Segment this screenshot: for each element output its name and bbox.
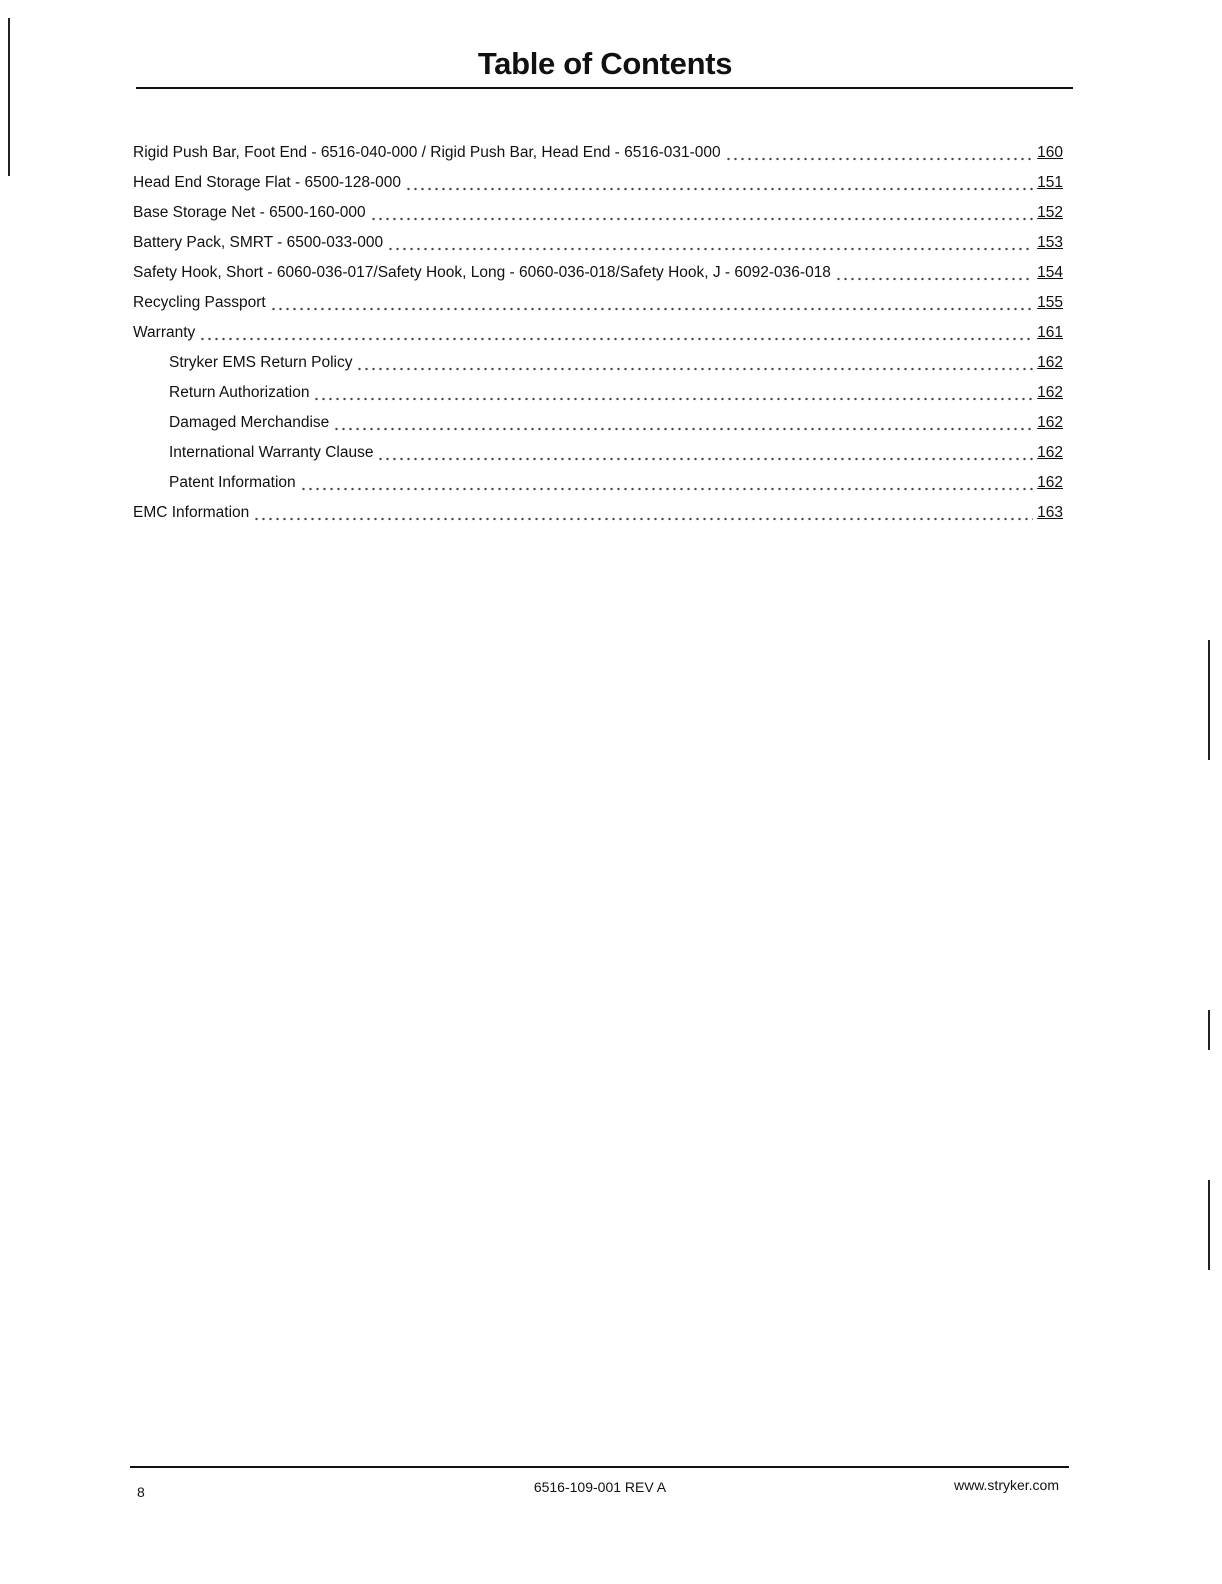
scan-artifact-right-edge (1208, 1180, 1210, 1270)
toc-page-number[interactable]: 162 (1037, 414, 1063, 431)
toc-page-number[interactable]: 153 (1037, 234, 1063, 251)
scan-artifact-left-edge (8, 18, 10, 176)
toc-subentry[interactable] (133, 348, 1063, 378)
footer-page-number: 8 (137, 1484, 145, 1500)
dot-leader (356, 348, 1033, 378)
dot-leader (253, 498, 1033, 528)
toc-entry-label[interactable]: Damaged Merchandise (169, 414, 330, 431)
scan-artifact-right-edge (1208, 1010, 1210, 1050)
toc-entry-label[interactable]: Rigid Push Bar, Foot End - 6516-040-000 / Rigid Push Bar, Head End - 6516-031-000 (133, 144, 721, 161)
toc-entry[interactable] (133, 168, 1063, 198)
footer-divider (130, 1466, 1069, 1468)
toc-page-number[interactable]: 162 (1037, 354, 1063, 371)
dot-leader (377, 438, 1033, 468)
footer-website-link[interactable]: www.stryker.com (953, 1477, 1059, 1493)
dot-leader (333, 408, 1033, 438)
toc-entry-label[interactable]: Safety Hook, Short - 6060-036-017/Safety Hook, Long - 6060-036-018/Safety Hook, J - 6092-036-018 (133, 264, 831, 281)
toc-page-number[interactable]: 163 (1037, 504, 1063, 521)
dot-leader (387, 228, 1033, 258)
toc-entry-label[interactable]: EMC Information (133, 504, 250, 521)
dot-leader (199, 318, 1033, 348)
toc-subentry[interactable] (133, 468, 1063, 498)
toc-page-number[interactable]: 160 (1037, 144, 1063, 161)
toc-page-number[interactable]: 162 (1037, 384, 1063, 401)
toc-page-number[interactable]: 161 (1037, 324, 1063, 341)
toc-entry-label[interactable]: Return Authorization (169, 384, 310, 401)
toc-entry[interactable] (133, 198, 1063, 228)
dot-leader (313, 378, 1033, 408)
toc-subentry[interactable] (133, 378, 1063, 408)
toc-page-number[interactable]: 162 (1037, 474, 1063, 491)
title-divider (136, 87, 1073, 89)
toc-subentry[interactable] (133, 438, 1063, 468)
toc-page-number[interactable]: 155 (1037, 294, 1063, 311)
toc-entry-label[interactable]: International Warranty Clause (169, 444, 374, 461)
toc-subentry[interactable] (133, 408, 1063, 438)
toc-entry-label[interactable]: Head End Storage Flat - 6500-128-000 (133, 174, 401, 191)
toc-page-number[interactable]: 162 (1037, 444, 1063, 461)
dot-leader (370, 198, 1033, 228)
toc-page-number[interactable]: 154 (1037, 264, 1063, 281)
toc-entry[interactable] (133, 498, 1063, 528)
dot-leader (300, 468, 1033, 498)
toc-entry[interactable] (133, 318, 1063, 348)
table-of-contents (133, 138, 1063, 528)
toc-entry[interactable] (133, 228, 1063, 258)
scan-artifact-right-edge (1208, 640, 1210, 760)
toc-entry-label[interactable]: Base Storage Net - 6500-160-000 (133, 204, 366, 221)
page-title: Table of Contents (477, 46, 733, 81)
toc-entry[interactable] (133, 288, 1063, 318)
dot-leader (835, 258, 1033, 288)
toc-entry[interactable] (133, 138, 1063, 168)
toc-entry-label[interactable]: Stryker EMS Return Policy (169, 354, 353, 371)
dot-leader (725, 138, 1033, 168)
toc-page-number[interactable]: 152 (1037, 204, 1063, 221)
toc-entry[interactable] (133, 258, 1063, 288)
footer-document-id: 6516-109-001 REV A (533, 1479, 667, 1495)
toc-entry-label[interactable]: Recycling Passport (133, 294, 266, 311)
toc-entry-label[interactable]: Warranty (133, 324, 196, 341)
dot-leader (270, 288, 1033, 318)
dot-leader (405, 168, 1033, 198)
toc-entry-label[interactable]: Battery Pack, SMRT - 6500-033-000 (133, 234, 384, 251)
toc-page-number[interactable]: 151 (1037, 174, 1063, 191)
toc-entry-label[interactable]: Patent Information (169, 474, 296, 491)
